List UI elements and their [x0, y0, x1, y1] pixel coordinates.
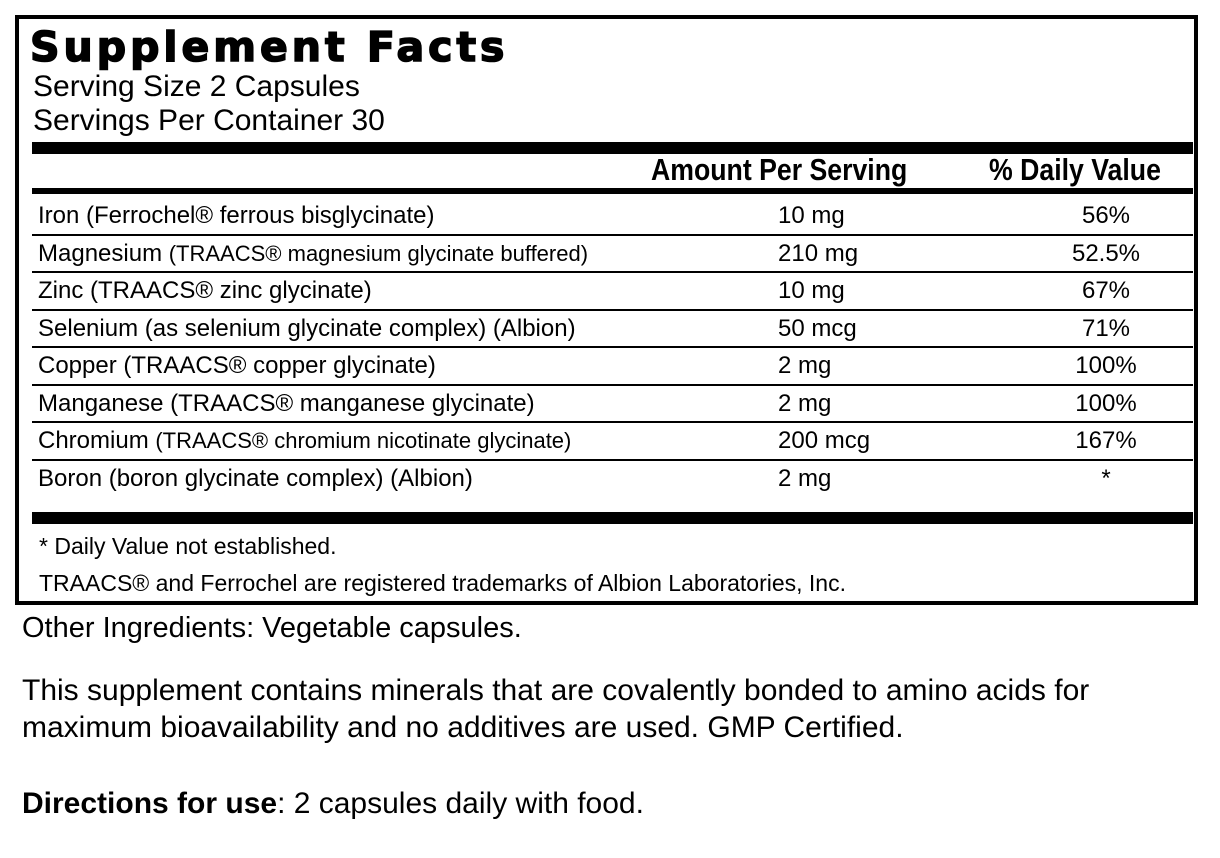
nutrient-name: Magnesium (TRAACS® magnesium glycinate buffered): [38, 239, 589, 267]
nutrient-daily-value: 52.5%: [1071, 239, 1141, 267]
table-row: [32, 273, 1193, 311]
product-description: This supplement contains minerals that are covalently bonded to amino acids for maximum bioavailability and no additives are used. GMP Certified.: [22, 674, 1090, 744]
header-amount-per-serving: Amount Per Serving: [651, 152, 908, 187]
nutrient-daily-value: 100%: [1075, 389, 1137, 417]
serving-size: Serving Size 2 Capsules: [33, 70, 360, 103]
panel-title: Supplement Facts: [30, 23, 509, 71]
table-row: [32, 236, 1193, 274]
table-row: [32, 311, 1193, 349]
thick-divider-bottom: [32, 512, 1193, 524]
nutrient-daily-value: *: [1101, 464, 1111, 492]
table-row: [32, 198, 1193, 236]
directions-text: : 2 capsules daily with food.: [277, 787, 644, 820]
header-daily-value: % Daily Value: [989, 152, 1161, 187]
nutrient-daily-value: 71%: [1081, 314, 1131, 342]
nutrient-name: Boron (boron glycinate complex) (Albion): [38, 464, 473, 492]
nutrient-amount: 10 mg: [778, 277, 845, 304]
nutrient-amount: 10 mg: [778, 202, 845, 229]
other-ingredients: Other Ingredients: Vegetable capsules.: [22, 612, 522, 644]
table-row: [32, 348, 1193, 386]
nutrient-name: Manganese (TRAACS® manganese glycinate): [38, 389, 535, 417]
nutrient-name: Zinc (TRAACS® zinc glycinate): [38, 277, 372, 304]
nutrient-daily-value: 100%: [1075, 352, 1137, 379]
supplement-facts-panel: [15, 15, 1198, 605]
nutrient-amount: 2 mg: [778, 352, 832, 379]
nutrient-amount: 2 mg: [778, 464, 832, 492]
nutrient-name: Copper (TRAACS® copper glycinate): [38, 352, 436, 379]
footnote-daily-value: * Daily Value not established.: [39, 533, 337, 559]
nutrient-amount: 50 mcg: [778, 314, 857, 342]
directions-for-use: [22, 786, 644, 822]
nutrient-name: Chromium (TRAACS® chromium nicotinate glycinate): [38, 427, 572, 454]
table-row: [32, 461, 1193, 499]
nutrient-amount: 2 mg: [778, 389, 832, 417]
nutrient-daily-value: 167%: [1075, 427, 1137, 454]
nutrient-table: [32, 198, 1193, 498]
table-row: [32, 423, 1193, 461]
nutrient-daily-value: 67%: [1081, 277, 1131, 304]
nutrient-name: Selenium (as selenium glycinate complex) (Albion): [38, 314, 576, 342]
servings-per-container: Servings Per Container 30: [33, 104, 385, 137]
nutrient-name: Iron (Ferrochel® ferrous bisglycinate): [38, 202, 435, 229]
header-divider: [32, 188, 1193, 194]
nutrient-amount: 210 mg: [778, 239, 859, 267]
nutrient-daily-value: 56%: [1081, 202, 1131, 229]
nutrient-amount: 200 mcg: [778, 427, 871, 454]
footnote-trademark: TRAACS® and Ferrochel are registered trademarks of Albion Laboratories, Inc.: [39, 570, 846, 596]
table-row: [32, 386, 1193, 424]
directions-label: Directions for use: [22, 787, 278, 820]
